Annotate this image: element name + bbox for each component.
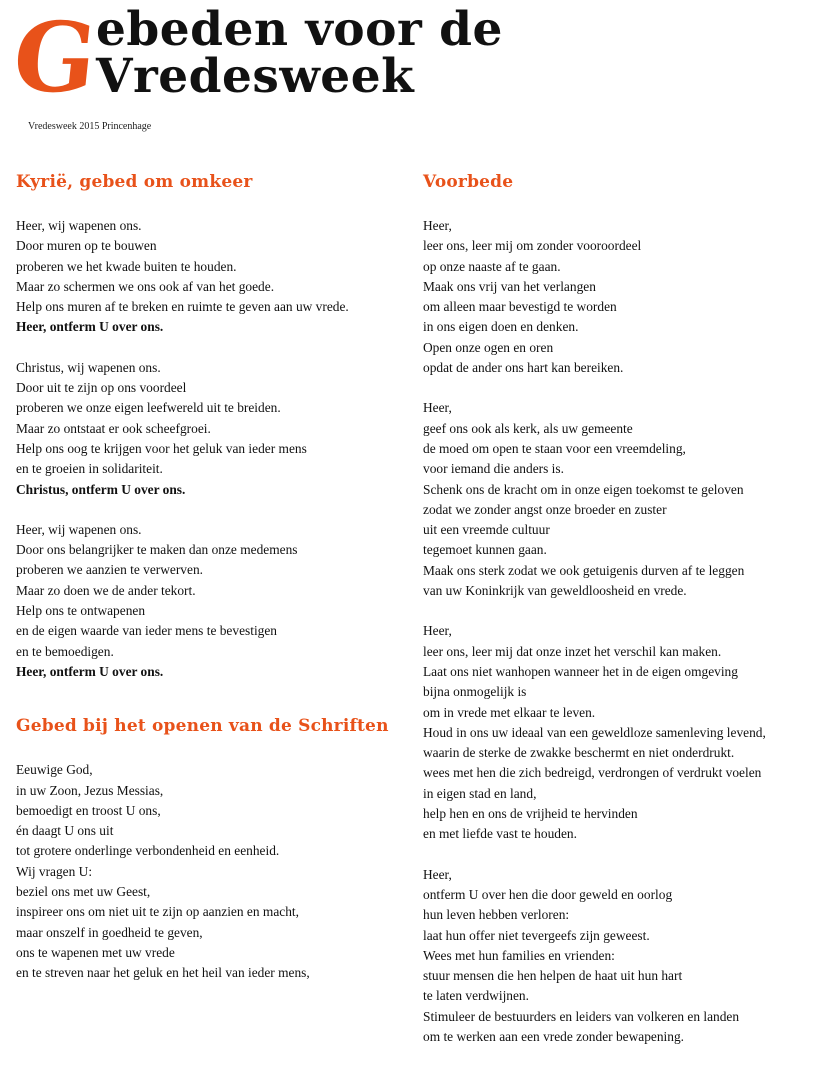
text-line: en te streven naar het geluk en het heil van ieder mens, (16, 965, 310, 981)
text-line: Maar zo schermen we ons ook af van het goede. (16, 278, 275, 294)
text-line: zodat we zonder angst onze broeder en zuster (423, 501, 667, 517)
text-line: om in vrede met elkaar te leven. (423, 704, 596, 720)
text-line: Schenk ons de kracht om in onze eigen toekomst te geloven (423, 481, 744, 497)
heading-schriften: Gebed bij het openen van de Schriften (16, 716, 389, 737)
text-line: te laten verdwijnen. (423, 988, 529, 1004)
text-line: Wees met hun families en vrienden: (423, 947, 615, 963)
page-title (8, 1, 820, 114)
text-line: laat hun offer niet tevergeefs zijn geweest. (423, 927, 650, 943)
text-line: Wij vragen U: (16, 863, 93, 879)
text-line: opdat de ander ons hart kan bereiken. (423, 360, 624, 376)
title-dropcap: G (8, 1, 100, 114)
heading-kyrie: Kyrië, gebed om omkeer (16, 172, 253, 192)
text-line: de moed om open te staan voor een vreemdeling, (423, 440, 686, 456)
text-line: geef ons ook als kerk, als uw gemeente (423, 420, 633, 436)
text-line: Door ons belangrijker te maken dan onze medemens (16, 542, 298, 558)
text-line: uit een vreemde cultuur (423, 522, 550, 538)
stanza (423, 216, 813, 378)
text-line: van uw Koninkrijk van geweldloosheid en vrede. (423, 583, 687, 599)
stanza (16, 520, 406, 682)
response-line: Heer, ontferm U over ons. (16, 663, 164, 679)
text-line: Help ons muren af te breken en ruimte te geven aan uw vrede. (16, 299, 349, 315)
text-line: Open onze ogen en oren (423, 339, 554, 355)
title-text: ebeden voor de Vredesweek (95, 2, 503, 104)
text-line: tegemoet kunnen gaan. (423, 542, 547, 558)
text-line: leer ons, leer mij dat onze inzet het verschil kan maken. (423, 643, 722, 659)
text-line: Maak ons sterk zodat we ook getuigenis durven af te leggen (423, 562, 745, 578)
stanza (423, 621, 813, 844)
text-line: Help ons oog te krijgen voor het geluk van ieder mens (16, 440, 307, 456)
section-kyrie (16, 170, 406, 682)
text-line: om te werken aan een vrede zonder bewapening. (423, 1028, 684, 1044)
text-line: waarin de sterke de zwakke beschermt en niet onderdrukt. (423, 745, 735, 761)
text-line: leer ons, leer mij om zonder vooroordeel (423, 238, 642, 254)
stanza (16, 760, 406, 983)
kyrie-body (16, 216, 406, 682)
section-schriften (16, 714, 406, 983)
heading-voorbede: Voorbede (423, 172, 514, 192)
text-line: wees met hen die zich bedreigd, verdrongen of verdrukt voelen (423, 765, 762, 781)
text-line: Maar zo doen we de ander tekort. (16, 582, 196, 598)
text-line: Door uit te zijn op ons voordeel (16, 380, 187, 396)
subtitle: Vredesweek 2015 Princenhage (28, 121, 152, 132)
text-line: beziel ons met uw Geest, (16, 884, 151, 900)
text-line: tot grotere onderlinge verbondenheid en eenheid. (16, 843, 280, 859)
stanza (16, 358, 406, 500)
text-line: Help ons te ontwapenen (16, 603, 146, 619)
voorbede-body (423, 216, 813, 1047)
text-line: Houd in ons uw ideaal van een geweldloze samenleving levend, (423, 724, 766, 740)
text-line: op onze naaste af te gaan. (423, 258, 561, 274)
text-line: stuur mensen die hen helpen de haat uit hun hart (423, 968, 683, 984)
stanza (423, 398, 813, 601)
text-line: hun leven hebben verloren: (423, 907, 570, 923)
schriften-body (16, 760, 406, 983)
text-line: proberen we aanzien te verwerven. (16, 562, 203, 578)
text-line: Heer, wij wapenen ons. (16, 521, 142, 537)
response-line: Heer, ontferm U over ons. (16, 319, 164, 335)
text-line: voor iemand die anders is. (423, 461, 564, 477)
text-line: Maak ons vrij van het verlangen (423, 278, 596, 294)
text-line: maar onszelf in goedheid te geven, (16, 924, 203, 940)
section-voorbede (423, 170, 813, 1047)
text-line: Christus, wij wapenen ons. (16, 359, 161, 375)
text-line: Door muren op te bouwen (16, 238, 157, 254)
text-line: en de eigen waarde van ieder mens te bevestigen (16, 623, 277, 639)
stanza (16, 216, 406, 338)
text-line: Heer, (423, 866, 452, 882)
text-line: in ons eigen doen en denken. (423, 319, 579, 335)
text-line: bemoedigt en troost U ons, (16, 802, 161, 818)
text-line: Laat ons niet wanhopen wanneer het in de eigen omgeving (423, 663, 738, 679)
text-line: Heer, (423, 400, 452, 416)
text-line: in eigen stad en land, (423, 785, 537, 801)
text-line: Heer, (423, 218, 452, 233)
text-line: en te bemoedigen. (16, 643, 114, 659)
stanza (423, 865, 813, 1048)
text-line: ontferm U over hen die door geweld en oorlog (423, 886, 673, 902)
text-line: proberen we onze eigen leefwereld uit te breiden. (16, 400, 281, 416)
text-line: ons te wapenen met uw vrede (16, 944, 175, 960)
text-line: Heer, (423, 623, 452, 639)
text-line: en met liefde vast te houden. (423, 826, 577, 842)
text-line: en te groeien in solidariteit. (16, 461, 163, 477)
text-line: in uw Zoon, Jezus Messias, (16, 782, 164, 798)
text-line: inspireer ons om niet uit te zijn op aanzien en macht, (16, 904, 299, 920)
text-line: Stimuleer de bestuurders en leiders van volkeren en landen (423, 1008, 740, 1024)
text-line: Maar zo ontstaat er ook scheefgroei. (16, 420, 211, 436)
text-line: om alleen maar bevestigd te worden (423, 299, 617, 315)
right-column (423, 170, 813, 1067)
text-line: proberen we het kwade buiten te houden. (16, 258, 237, 274)
left-column (16, 170, 406, 1004)
response-line: Christus, ontferm U over ons. (16, 481, 186, 497)
text-line: Heer, wij wapenen ons. (16, 218, 142, 233)
text-line: én daagt U ons uit (16, 823, 114, 839)
text-line: help hen en ons de vrijheid te hervinden (423, 806, 638, 822)
text-line: Eeuwige God, (16, 762, 93, 778)
text-line: bijna onmogelijk is (423, 684, 527, 700)
